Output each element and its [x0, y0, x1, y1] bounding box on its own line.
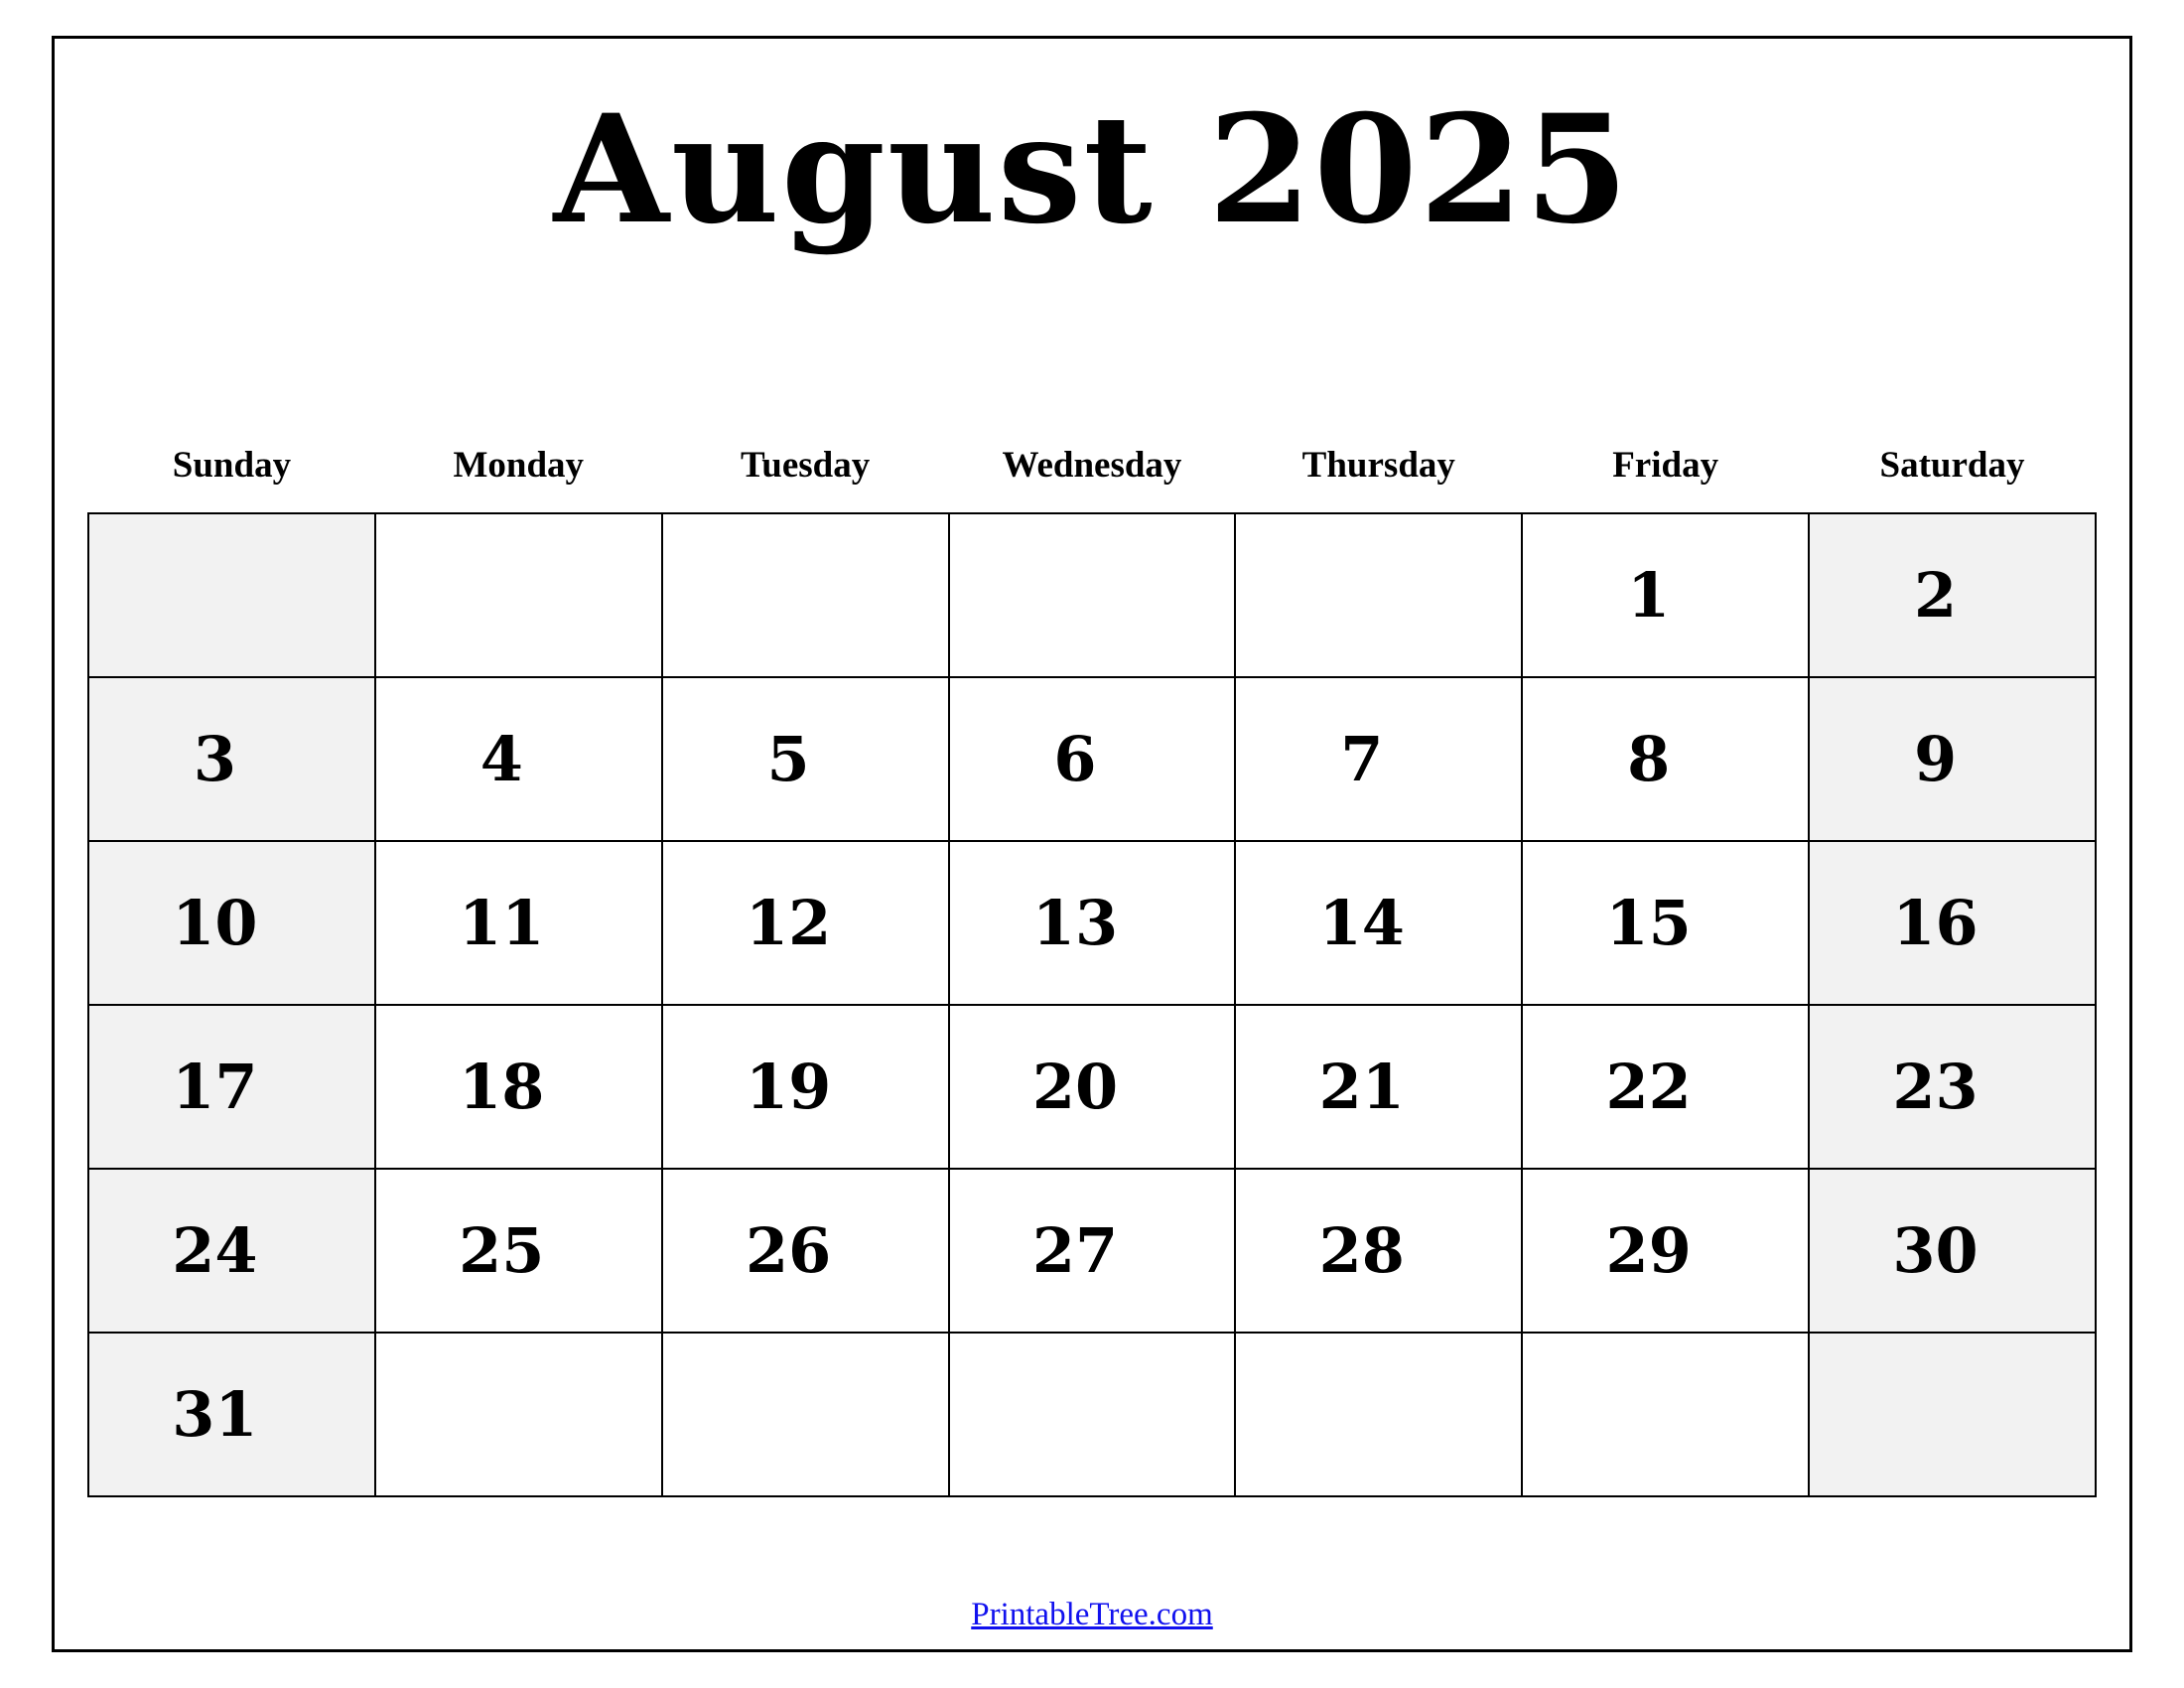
day-cell[interactable]: 12: [662, 841, 949, 1005]
calendar-week-row: [88, 1333, 2096, 1496]
day-cell[interactable]: [1235, 513, 1522, 677]
calendar-table: [87, 427, 2097, 1497]
day-cell[interactable]: [662, 1333, 949, 1496]
weekday-header-saturday: Saturday: [1879, 445, 2025, 486]
weekday-header-sunday: Sunday: [172, 445, 292, 486]
day-cell[interactable]: 19: [662, 1005, 949, 1169]
calendar-header-row-group: [88, 427, 2096, 513]
weekday-header-friday: Friday: [1612, 445, 1719, 486]
page-title: August 2025: [553, 82, 1631, 257]
weekday-header-wednesday: Wednesday: [1002, 445, 1182, 486]
day-cell[interactable]: [1809, 1333, 2096, 1496]
day-cell[interactable]: 11: [375, 841, 662, 1005]
day-cell[interactable]: [1235, 1333, 1522, 1496]
day-cell[interactable]: 20: [949, 1005, 1236, 1169]
footer-source-link[interactable]: PrintableTree.com: [971, 1597, 1213, 1632]
day-cell[interactable]: 22: [1522, 1005, 1809, 1169]
day-cell[interactable]: 3: [88, 677, 375, 841]
day-cell[interactable]: [1522, 1333, 1809, 1496]
day-cell[interactable]: [375, 513, 662, 677]
calendar-week-row: [88, 677, 2096, 841]
day-cell[interactable]: 2: [1809, 513, 2096, 677]
calendar-week-row: [88, 841, 2096, 1005]
weekday-header-tuesday: Tuesday: [740, 445, 871, 486]
calendar-week-row: [88, 1005, 2096, 1169]
calendar-grid-container: [87, 427, 2097, 1497]
day-cell[interactable]: 10: [88, 841, 375, 1005]
day-cell[interactable]: 7: [1235, 677, 1522, 841]
day-cell[interactable]: 18: [375, 1005, 662, 1169]
day-cell[interactable]: 8: [1522, 677, 1809, 841]
weekday-header-thursday: Thursday: [1301, 445, 1455, 486]
day-cell[interactable]: 17: [88, 1005, 375, 1169]
day-cell[interactable]: 6: [949, 677, 1236, 841]
day-cell[interactable]: 26: [662, 1169, 949, 1333]
day-cell[interactable]: 15: [1522, 841, 1809, 1005]
day-cell[interactable]: 14: [1235, 841, 1522, 1005]
day-cell[interactable]: 4: [375, 677, 662, 841]
day-cell[interactable]: [949, 1333, 1236, 1496]
weekday-header-row: [88, 427, 2096, 513]
day-cell[interactable]: 1: [1522, 513, 1809, 677]
day-cell[interactable]: [88, 513, 375, 677]
day-cell[interactable]: 29: [1522, 1169, 1809, 1333]
calendar-week-row: [88, 513, 2096, 677]
calendar-week-row: [88, 1169, 2096, 1333]
day-cell[interactable]: 16: [1809, 841, 2096, 1005]
weekday-header-monday: Monday: [453, 445, 585, 486]
day-cell[interactable]: 28: [1235, 1169, 1522, 1333]
day-cell[interactable]: 5: [662, 677, 949, 841]
day-cell[interactable]: 13: [949, 841, 1236, 1005]
day-cell[interactable]: 9: [1809, 677, 2096, 841]
day-cell[interactable]: 30: [1809, 1169, 2096, 1333]
day-cell[interactable]: [949, 513, 1236, 677]
day-cell[interactable]: 24: [88, 1169, 375, 1333]
day-cell[interactable]: 21: [1235, 1005, 1522, 1169]
day-cell[interactable]: 23: [1809, 1005, 2096, 1169]
day-cell[interactable]: 27: [949, 1169, 1236, 1333]
day-cell[interactable]: 25: [375, 1169, 662, 1333]
day-cell[interactable]: 31: [88, 1333, 375, 1496]
day-cell[interactable]: [662, 513, 949, 677]
footer: [0, 1597, 2184, 1633]
day-cell[interactable]: [375, 1333, 662, 1496]
calendar-body: [88, 513, 2096, 1496]
